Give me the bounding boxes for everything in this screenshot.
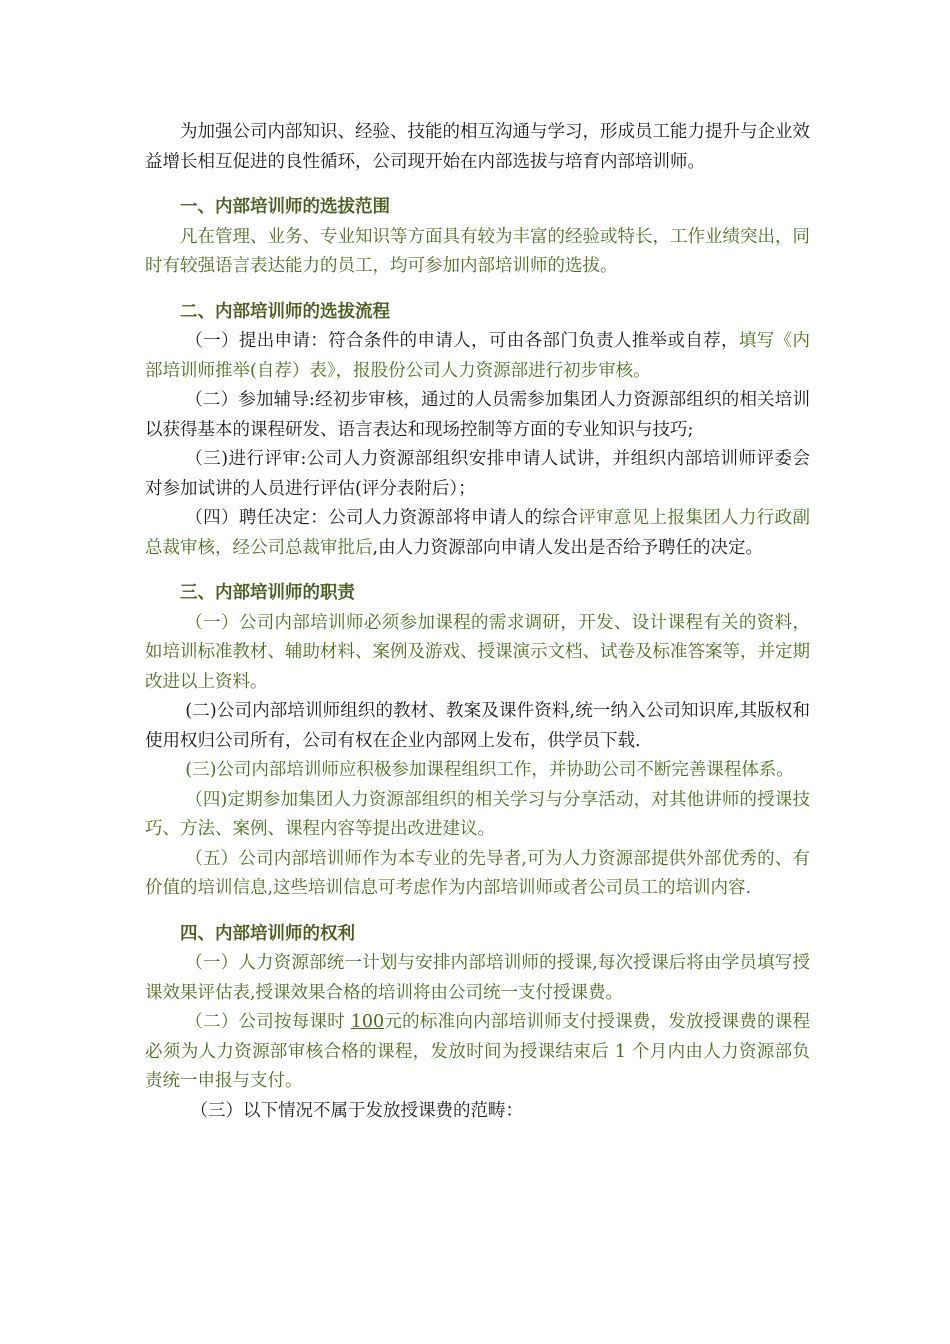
section3-heading: 三、内部培训师的职责 [180, 583, 355, 603]
section2-item4-part2: 评审意见上报集团人力行政副总裁审核，经公司总裁审批后 [145, 508, 811, 558]
section4-item1: （一）人力资源部统一计划与安排内部培训师的授课,每次授课后将由学员填写授课效果评估表,授课效果合格的培训将由公司统一支付授课费。 [145, 953, 810, 1003]
section3-item1: （一）公司内部培训师必须参加课程的需求调研，开发、设计课程有关的资料，如培训标准教材、辅助材料、案例及游戏、授课演示文档、试卷及标准答案等，并定期改进以上资料。 [145, 612, 810, 692]
section2-heading: 二、内部培训师的选拔流程 [180, 301, 390, 322]
section4-item2 [145, 1008, 810, 1097]
section4-item3: （三）以下情况不属于发放授课费的范畴： [190, 1100, 523, 1121]
section1-body: 凡在管理、业务、专业知识等方面具有较为丰富的经验或特长，工作业绩突出，同时有较强语言表达能力的员工，均可参加内部培训师的选拔。 [145, 226, 810, 276]
section2-item2: （二）参加辅导:经初步审核，通过的人员需参加集团人力资源部组织的相关培训以获得基本的课程研发、语言表达和现场控制等方面的专业知识与技巧; [145, 390, 810, 440]
fee-amount: 100 [350, 1012, 385, 1032]
section2-item4-part3: ,由人力资源部向申请人发出是否给予聘任的决定。 [372, 537, 764, 558]
intro-paragraph: 为加强公司内部知识、经验、技能的相互沟通与学习，形成员工能力提升与企业效益增长相互促进的良性循环，公司现开始在内部选拔与培育内部培训师。 [145, 122, 810, 172]
section4-heading: 四、内部培训师的权利 [180, 923, 355, 944]
section2-item1 [145, 327, 810, 386]
section2-item1-part2: 填写《内部培训师推举(自荐）表》，报股份公司人力资源部进行初步审核。 [145, 331, 811, 381]
section3-item4: （四)定期参加集团人力资源部组织的相关学习与分享活动，对其他讲师的授课技巧、方法、案例、课程内容等提出改进建议。 [145, 789, 810, 839]
document-body [145, 118, 810, 1126]
section4-item2-part1: （二）公司按每课时 [185, 1012, 351, 1032]
section4-item2-part2: 元的标准向内部培训师支付授课费，发放授课费的课程必须为人力资源部审核合格的课程，发放时间为授课结束后 1 个月内由人力资源部负责统一申报与支付。 [145, 1012, 811, 1091]
section2-item3: （三)进行评审:公司人力资源部组织安排申请人试讲，并组织内部培训师评委会对参加试讲的人员进行评估(评分表附后）； [145, 449, 810, 499]
section2-item4-part1: （四）聘任决定：公司人力资源部将申请人的综合 [185, 508, 579, 528]
section2-item1-part1: （一）提出申请：符合条件的申请人，可由各部门负责人推举或自荐， [185, 331, 739, 351]
section1-heading: 一、内部培训师的选拔范围 [180, 197, 390, 217]
section3-item3: (三)公司内部培训师应积极参加课程组织工作，并协助公司不断完善课程体系。 [185, 760, 794, 780]
section3-item2: (二)公司内部培训师组织的教材、教案及课件资料,统一纳入公司知识库,其版权和使用权归公司所有，公司有权在企业内部网上发布，供学员下载. [145, 701, 810, 751]
section2-item4 [145, 504, 810, 563]
section3-item5: （五）公司内部培训师作为本专业的先导者,可为人力资源部提供外部优秀的、有价值的培训信息,这些培训信息可考虑作为内部培训师或者公司员工的培训内容. [145, 848, 810, 898]
